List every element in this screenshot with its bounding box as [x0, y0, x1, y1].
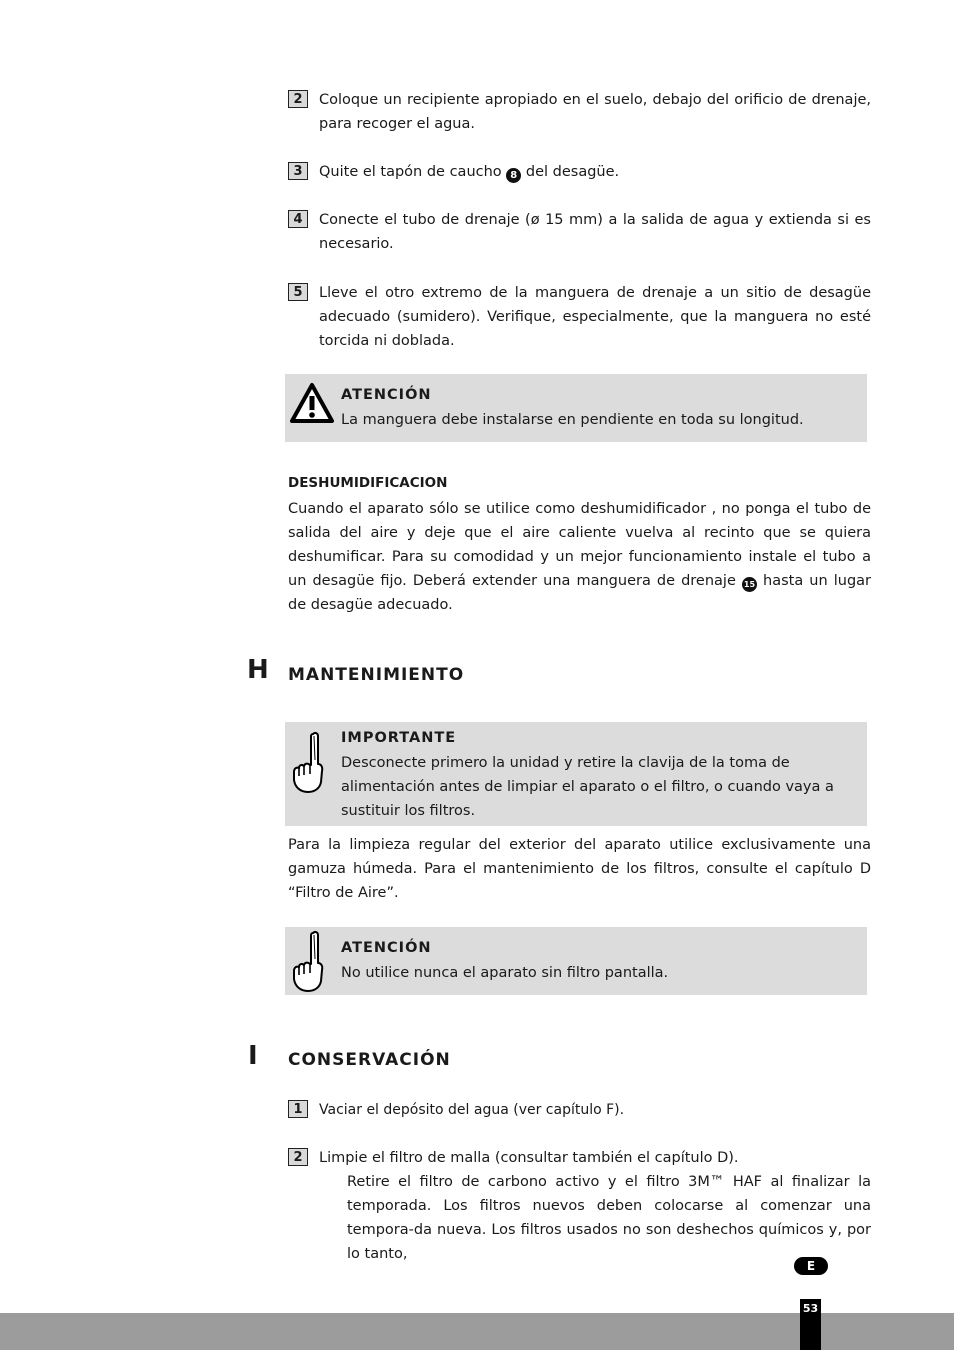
step-number: 1	[288, 1100, 308, 1118]
step-text: Lleve el otro extremo de la manguera de drenaje a un sitio de desagüe adecuado (sumidero). Verifique, especialmente, que la manguera no esté torcida ni doblada.	[319, 285, 871, 349]
pointing-hand-icon	[291, 730, 325, 794]
dehum-paragraph	[288, 497, 871, 617]
ref-number: 8	[506, 168, 521, 183]
warning-box-2	[285, 927, 867, 995]
warning-triangle-icon	[289, 382, 335, 424]
step-number: 2	[288, 1148, 308, 1166]
step-number: 2	[288, 90, 308, 108]
step-text: Limpie el filtro de malla (consultar también el capítulo D).	[319, 1150, 739, 1166]
step-number: 4	[288, 210, 308, 228]
important-box	[285, 722, 867, 826]
page-number: 53	[800, 1299, 821, 1350]
warning-text: No utilice nunca el aparato sin filtro pantalla.	[341, 965, 669, 981]
section-title: MANTENIMIENTO	[288, 665, 465, 685]
maintenance-paragraph: Para la limpieza regular del exterior del aparato utilice exclusivamente una gamuza húmeda. Para el mantenimiento de los filtros, consulte el capítulo D “Filtro de Aire”.	[288, 837, 871, 901]
step-text: Vaciar el depósito del agua (ver capítulo F).	[319, 1102, 625, 1118]
step-text-before: Quite el tapón de caucho	[319, 164, 502, 180]
language-badge: E	[794, 1257, 828, 1275]
warning-text: La manguera debe instalarse en pendiente en toda su longitud.	[341, 412, 804, 428]
step-text: Coloque un recipiente apropiado en el suelo, debajo del orificio de drenaje, para recoger el agua.	[319, 92, 871, 132]
step-text	[319, 160, 871, 184]
important-text: Desconecte primero la unidad y retire la clavija de la toma de alimentación antes de limpiar el aparato o el filtro, o cuando vaya a sustituir los filtros.	[341, 755, 834, 819]
step-text: Conecte el tubo de drenaje (ø 15 mm) a la salida de agua y extienda si es necesario.	[319, 212, 871, 252]
important-title: IMPORTANTE	[341, 730, 457, 746]
step-2b	[288, 1146, 871, 1170]
warning-title: ATENCIÓN	[341, 940, 432, 956]
warning-title: ATENCIÓN	[341, 387, 432, 403]
step-1	[288, 1098, 871, 1122]
ref-number: 15	[742, 577, 757, 592]
step-3	[288, 160, 871, 184]
warning-box	[285, 374, 867, 442]
dehum-heading: DESHUMIDIFICACION	[288, 475, 448, 491]
pointing-hand-icon	[291, 929, 325, 993]
continuation-text: Retire el filtro de carbono activo y el filtro 3M™ HAF al finalizar la temporada. Los filtros nuevos deben colocarse al comenzar una tempora-da nueva. Los filtros usados no son deshechos químicos y, por lo tanto,	[347, 1174, 871, 1262]
section-title: CONSERVACIÓN	[288, 1050, 451, 1070]
step-number: 3	[288, 162, 308, 180]
step-4	[288, 208, 871, 256]
step-number: 5	[288, 283, 308, 301]
section-letter: H	[247, 655, 269, 685]
dehum-text-after: hasta un lugar de desagüe adecuado.	[288, 573, 871, 613]
dehum-text-before: Cuando el aparato sólo se utilice como deshumidificador , no ponga el tubo de salida del aire y deje que el aire caliente vuelva al recinto que se quiera deshumificar. Para su comodidad y un mejor funcionamiento instale el tubo a un desagüe fijo. Deberá extender una manguera de drenaje	[288, 501, 871, 589]
step-2	[288, 88, 871, 136]
step-5	[288, 281, 871, 353]
step-text-after: del desagüe.	[525, 164, 620, 180]
section-letter: I	[248, 1041, 258, 1071]
